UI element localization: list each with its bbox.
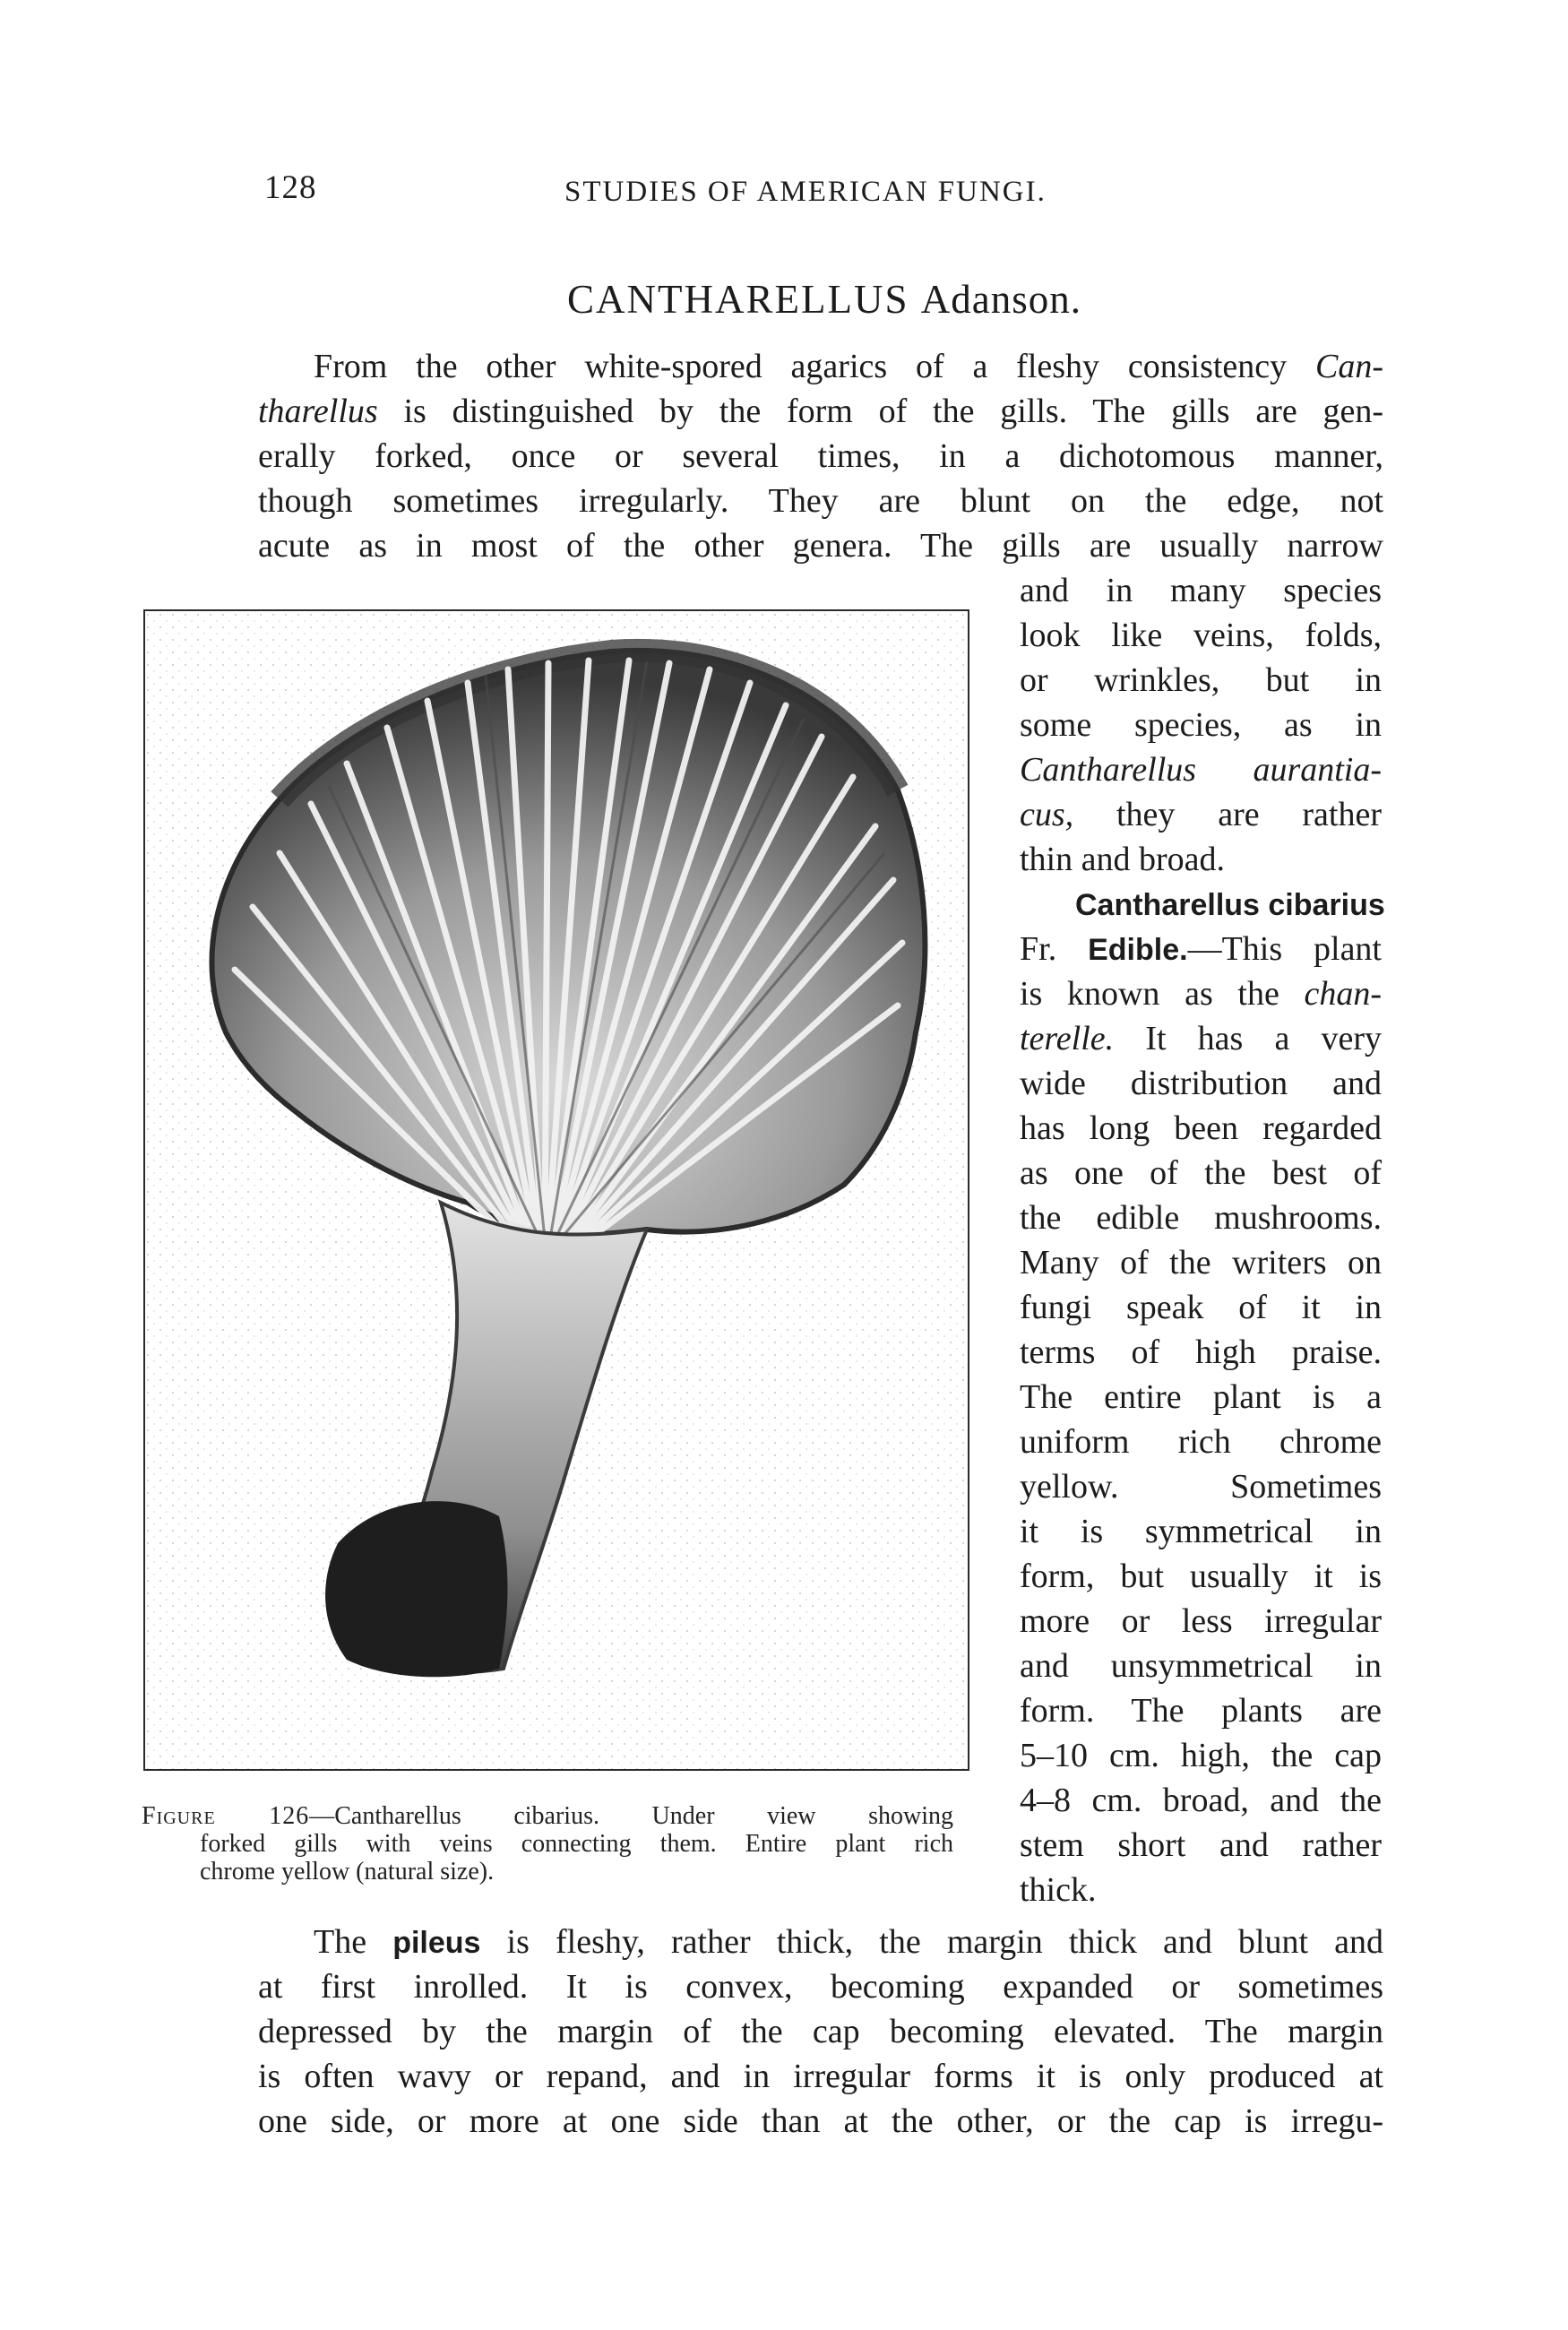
caption-line: chrome yellow (natural size).: [200, 1858, 495, 1886]
pileus-line: is often wavy or repand, and in irregular forms it is only produced at: [258, 2058, 1383, 2095]
section-title: [0, 276, 1568, 323]
column-line: it is symmetrical in: [1020, 1513, 1382, 1550]
column-line: form, but usually it is: [1020, 1558, 1382, 1595]
column-line: thick.: [1020, 1871, 1097, 1909]
column-line: wide distribution and: [1020, 1065, 1382, 1102]
caption-line: forked gills with veins connecting them. Entire plant rich: [200, 1830, 953, 1858]
figure-126-photo: [143, 609, 969, 1771]
column-line: yellow. Sometimes: [1020, 1468, 1382, 1506]
running-title: STUDIES OF AMERICAN FUNGI.: [564, 176, 1047, 208]
column-line: terms of high praise.: [1020, 1333, 1382, 1371]
caption-line: Figure 126—Cantharellus cibarius. Under view showing: [142, 1802, 953, 1830]
column-line: some species, as in: [1020, 706, 1382, 744]
column-line: terelle. It has a very: [1020, 1020, 1382, 1057]
column-line: or wrinkles, but in: [1020, 661, 1382, 699]
column-line: look like veins, folds,: [1020, 617, 1382, 654]
mushroom-illustration: [145, 611, 968, 1769]
column-line: and in many species: [1020, 572, 1382, 609]
column-line: uniform rich chrome: [1020, 1423, 1382, 1461]
intro-line: erally forked, once or several times, in a dichotomous manner,: [258, 437, 1383, 475]
figure-label: Figure 126: [142, 1802, 310, 1830]
column-line: cus, they are rather: [1020, 796, 1382, 833]
genus-name: CANTHARELLUS: [567, 277, 909, 322]
column-line: thin and broad.: [1020, 841, 1226, 878]
genus-authority: Adanson.: [920, 277, 1081, 322]
column-line: as one of the best of: [1020, 1154, 1382, 1192]
column-line: Many of the writers on: [1020, 1244, 1382, 1282]
page-number: 128: [264, 169, 317, 206]
intro-line: tharellus is distinguished by the form of the gills. The gills are gen-: [258, 393, 1383, 430]
species-heading: Cantharellus cibarius: [1075, 888, 1385, 922]
intro-paragraph: [258, 344, 1383, 568]
column-line: is known as the chan-: [1020, 975, 1382, 1013]
pileus-paragraph: [258, 1920, 1383, 2144]
intro-line: From the other white-spored agarics of a fleshy consistency Can-: [314, 348, 1384, 385]
column-line: 4–8 cm. broad, and the: [1020, 1782, 1382, 1819]
pileus-line: one side, or more at one side than at the other, or the cap is irregu-: [258, 2102, 1383, 2140]
intro-line: though sometimes irregularly. They are blunt on the edge, not: [258, 482, 1383, 520]
column-line: the edible mushrooms.: [1020, 1199, 1382, 1237]
pileus-line: at first inrolled. It is convex, becoming expanded or sometimes: [258, 1968, 1383, 2006]
column-line: more or less irregular: [1020, 1602, 1382, 1640]
column-line: form. The plants are: [1020, 1692, 1382, 1730]
column-line: stem short and rather: [1020, 1826, 1382, 1864]
figure-caption: [142, 1803, 953, 1886]
right-column-text: [1020, 568, 1385, 1912]
pileus-line: The pileus is fleshy, rather thick, the margin thick and blunt and: [314, 1923, 1384, 1961]
column-line: The entire plant is a: [1020, 1378, 1382, 1416]
column-line: fungi speak of it in: [1020, 1289, 1382, 1326]
column-line: Fr. Edible.—This plant: [1020, 930, 1382, 968]
column-line: has long been regarded: [1020, 1109, 1382, 1147]
pileus-line: depressed by the margin of the cap becoming elevated. The margin: [258, 2013, 1383, 2050]
intro-line: acute as in most of the other genera. The gills are usually narrow: [258, 527, 1383, 565]
column-line: and unsymmetrical in: [1020, 1647, 1382, 1685]
column-line: 5–10 cm. high, the cap: [1020, 1737, 1382, 1774]
column-line: Cantharellus aurantia-: [1020, 751, 1382, 789]
